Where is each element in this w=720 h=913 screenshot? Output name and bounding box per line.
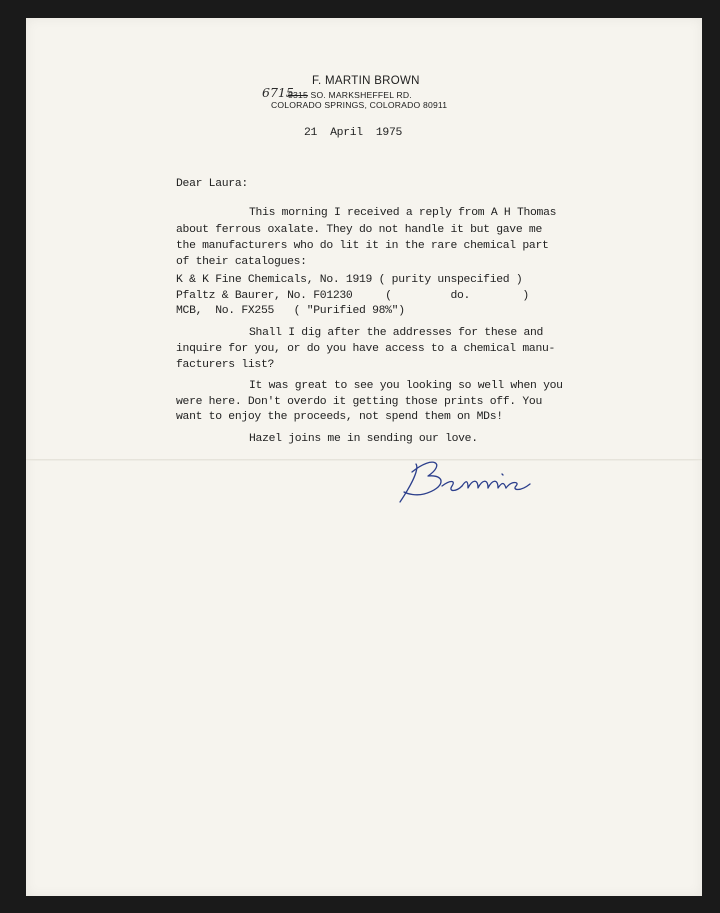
paragraph1-line2: about ferrous oxalate. They do not handle it but gave me: [176, 224, 542, 236]
struck-street-number: 5315: [288, 90, 308, 100]
signature: [394, 450, 564, 510]
letterhead-name: F. MARTIN BROWN: [312, 75, 420, 87]
list-item-pfaltz: Pfaltz & Baurer, No. F01230 ( do. ): [176, 290, 529, 302]
list-item-kk: K & K Fine Chemicals, No. 1919 ( purity unspecified ): [176, 274, 523, 286]
salutation: Dear Laura:: [176, 178, 248, 190]
letter-paper: [26, 18, 702, 896]
fold-crease: [26, 459, 702, 461]
paragraph2-line2: inquire for you, or do you have access to a chemical manu-: [176, 343, 556, 355]
paragraph3-line3: want to enjoy the proceeds, not spend them on MDs!: [176, 411, 503, 423]
paragraph3-line2: were here. Don't overdo it getting those prints off. You: [176, 396, 542, 408]
street-name: SO. MARKSHEFFEL RD.: [310, 90, 412, 100]
paragraph1-line4: of their catalogues:: [176, 256, 307, 268]
handwritten-street-number: 6715: [262, 85, 294, 100]
paragraph4: Hazel joins me in sending our love.: [249, 433, 478, 445]
letterhead-street-line: [288, 90, 412, 100]
paragraph1-line1: This morning I received a reply from A H Thomas: [249, 207, 557, 219]
letter-date: 21 April 1975: [304, 127, 403, 139]
list-item-mcb: MCB, No. FX255 ( "Purified 98%"): [176, 305, 405, 317]
paragraph2-line1: Shall I dig after the addresses for these and: [249, 327, 544, 339]
paragraph2-line3: facturers list?: [176, 359, 275, 371]
paragraph1-line3: the manufacturers who do lit it in the rare chemical part: [176, 240, 549, 252]
letterhead-city: COLORADO SPRINGS, COLORADO 80911: [271, 100, 448, 110]
paragraph3-line1: It was great to see you looking so well when you: [249, 380, 563, 392]
